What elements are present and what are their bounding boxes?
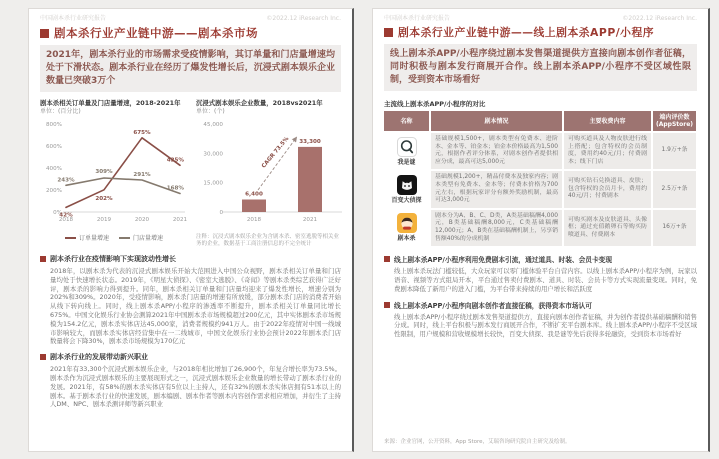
monetization-cell: 可购买剧本及皮肤道具、头像框；通过充值鹅卵石等购买防喷道具、付费剧本 xyxy=(563,209,652,247)
legend-label: 门店量增速 xyxy=(133,235,164,242)
svg-text:425%: 425% xyxy=(166,157,184,164)
svg-text:2018: 2018 xyxy=(246,217,262,223)
header-series-label: 中国剧本杀行业研究报告 xyxy=(40,15,107,22)
cat-detective-app-icon xyxy=(397,175,417,195)
table-header-row xyxy=(384,111,697,132)
legend-label: 订单量增速 xyxy=(78,235,109,242)
table-header-cell: 主要收费内容 xyxy=(563,111,652,132)
svg-text:2018: 2018 xyxy=(58,217,74,223)
source-note: 来源：企业官网，公开资料，App Store，艾瑞咨询研究院自主研究及绘制。 xyxy=(384,439,571,445)
svg-text:2021: 2021 xyxy=(302,217,318,223)
legend-line-swatch xyxy=(65,237,76,239)
svg-text:30,000: 30,000 xyxy=(203,151,223,158)
left-page xyxy=(28,8,354,452)
svg-text:291%: 291% xyxy=(133,172,151,178)
monetization-cell: 可购买钻石兑换道具、皮肤；包含特权的会员月卡，费用约40元/月；付费剧本 xyxy=(563,170,652,208)
line-chart-legend xyxy=(40,233,188,242)
bar-chart-unit: 单位：(个) xyxy=(196,108,225,115)
table-header-cell: 剧本情况 xyxy=(430,111,563,132)
bullet-square-icon xyxy=(40,256,46,262)
svg-text:15,000: 15,000 xyxy=(203,180,223,187)
svg-text:33,300: 33,300 xyxy=(299,138,321,145)
legend-item xyxy=(65,233,109,242)
table-header-cell: 端内评价数 (AppStore) xyxy=(652,111,697,132)
right-page xyxy=(372,8,710,452)
section-heading-1 xyxy=(40,254,341,264)
page-header xyxy=(40,15,341,23)
bullet-square-icon xyxy=(384,256,390,262)
svg-text:45,000: 45,000 xyxy=(203,122,223,128)
svg-text:42%: 42% xyxy=(59,212,73,219)
svg-text:2021: 2021 xyxy=(172,217,188,223)
page-header xyxy=(384,15,697,23)
section-heading-2 xyxy=(384,300,697,310)
table-row xyxy=(384,170,697,208)
header-brand-label: ©2022.12 iResearch Inc. xyxy=(266,15,341,22)
page-subtitle: 线上剧本杀APP/小程序绕过剧本发售渠道提供方直接向剧本创作者征稿，同时积极与剧本发行商展开合作。线上剧本杀APP/小程序不受区域性限制，受到资本市场看好 xyxy=(384,44,697,91)
svg-text:600%: 600% xyxy=(46,144,62,150)
detective-boy-app-icon xyxy=(397,213,417,233)
header-brand-label: ©2022.12 iResearch Inc. xyxy=(622,15,697,22)
app-name-label: 百变大侦探 xyxy=(391,197,422,205)
table-caption: 主流线上剧本杀APP/小程序的对比 xyxy=(384,100,486,108)
app-name-cell xyxy=(384,170,430,208)
svg-text:6,400: 6,400 xyxy=(245,191,263,198)
bullet-square-icon xyxy=(40,354,46,360)
section-paragraph-2: 2021年有33,300个沉浸式剧本娱乐企业，与2018年相比增加了26,900个，年复合增长率为73.5%。剧本杀作为沉浸式剧本娱乐的主要展现形式之一，沉浸式剧本娱乐企业数量的增长带动了剧本杀行业的发展。2021年，有58%的剧本杀实体店有5位以上主持人，还有32%的剧本杀实体店拥有51本以上的剧本。基于剧本杀行业的快速发展，剧本编剧、剧本作者等剧本内容创作需求相应增加，并衍生了主持人DM、NPC、剧本杀测评师等新兴职业 xyxy=(50,365,341,409)
svg-text:400%: 400% xyxy=(46,166,62,172)
title-square-icon xyxy=(40,29,49,38)
svg-text:309%: 309% xyxy=(95,169,113,175)
magnifier-app-icon xyxy=(397,137,417,157)
apps-comparison-table xyxy=(384,111,698,248)
bar-chart-title: 沉浸式剧本娱乐企业数量，2018vs2021年 xyxy=(196,99,323,107)
header-series-label: 中国剧本杀行业研究报告 xyxy=(384,15,451,22)
table-row xyxy=(384,132,697,170)
bar-chart-box xyxy=(196,99,344,248)
svg-text:243%: 243% xyxy=(57,177,75,184)
svg-text:168%: 168% xyxy=(166,185,184,192)
script-info-cell: 基础规模1,500+，剧本类型有免费本、进阶本、金本等、铂金本；铂金本价格最高为1,500元，根据作者评分体系，对剧本创作者提供相应分成，最高可达5,000元 xyxy=(430,132,563,170)
reviews-cell: 16万+条 xyxy=(652,209,697,247)
line-chart-unit: 单位：(百分比) xyxy=(40,108,81,115)
page-title: 剧本杀行业产业链中游——剧本杀市场 xyxy=(54,26,258,40)
svg-text:675%: 675% xyxy=(133,129,151,136)
line-chart-title: 剧本杀相关订单量及门店量增速，2018-2021年 xyxy=(40,99,181,107)
apps-table-body xyxy=(384,132,697,247)
legend-item xyxy=(119,233,163,242)
line-chart-box xyxy=(40,99,188,248)
section-paragraph-2: 线上剧本杀APP/小程序绕过剧本发售渠道提供方，直接向剧本创作者征稿，并为创作者提供基础稿酬和销售分成。同时，线上平台积极与剧本发行商展开合作，不断扩充平台剧本库。线上剧本杀APP/小程序不受区域性限制，用户规模和营收规模增长较快，百变大侦探、我是谜等先后获得多轮融资，受到资本市场看好 xyxy=(394,312,697,339)
section-paragraph-1: 线上剧本杀玩法门槛较低，大众玩家可以零门槛体验平台自营内容。以线上剧本杀APP/小程序为例，玩家以语音、视频等方式组局开本，平台通过售卖付费剧本、道具、时装、会员卡等方式实现流量变现。同时，免费剧本降低了新用户的进入门槛，为平台带来持续的用户增长和活跃度 xyxy=(394,267,697,293)
app-name-label: 我是谜 xyxy=(397,158,416,166)
svg-text:0: 0 xyxy=(219,210,223,216)
svg-text:2020: 2020 xyxy=(134,217,150,223)
title-row xyxy=(384,25,697,40)
title-square-icon xyxy=(384,28,393,37)
script-info-cell: 剧本分为A、B、C、D类，A类基础稿酬4,000元，B类基础稿酬8,000元，C类基础稿酬12,000元；A、B类在基础稿酬机制上，另享销售额40%的分成机制 xyxy=(430,209,563,247)
table-header-cell: 名称 xyxy=(384,111,430,132)
app-name-label: 剧本杀 xyxy=(397,235,416,243)
section-paragraph-1: 2018年，以剧本杀为代表的沉浸式剧本娱乐开始大范围进入中国公众视野，剧本杀相关订单量和门店量均处于快速增长状态。2019年，《明星大侦探》、《密室大逃脱》、《奇闻》等剧本杀类综艺获得广泛好评，剧本杀的影响力得到提升。同年，剧本杀相关订单量和门店量均迎来了爆发性增长，增速分别为202%和309%。2020年，受疫情影响，剧本杀门店量的增速有所放缓，部分剧本杀门店的消费者开始从线下转向线上。同时，线上剧本杀APP/小程序的渗透率不断提升，剧本杀相关订单量同比增长675%。中国文化娱乐行业协会测算2021年中国剧本杀市场规模超过200亿元，其中实体剧本杀市场规模为154.2亿元，剧本杀实体店达45,000家，消费者规模约941万人。由于2022年疫情对中国一线城市影响较大，而剧本杀实体店经营集中在一二线城市，中国文化娱乐行业协会预计2022年剧本杀门店数量将会下降30%，剧本杀市场规模为170亿元 xyxy=(50,267,341,346)
app-name-cell xyxy=(384,209,430,247)
page-title: 剧本杀行业产业链中游——线上剧本杀APP/小程序 xyxy=(398,26,655,39)
bullet-square-icon xyxy=(384,302,390,308)
section-heading-text: 线上剧本杀APP/小程序利用免费剧本引流，通过道具、时装、会员卡变现 xyxy=(394,256,613,265)
section-heading-text: 剧本杀行业在疫情影响下实现波动性增长 xyxy=(50,255,176,263)
legend-line-swatch xyxy=(119,237,130,239)
svg-text:800%: 800% xyxy=(46,122,62,128)
charts-row xyxy=(40,99,341,248)
svg-text:CAGR 73.5%: CAGR 73.5% xyxy=(260,136,291,170)
section-heading-1 xyxy=(384,254,697,264)
app-name-cell xyxy=(384,132,430,170)
monetization-cell: 可购买道具及人物皮肤进行线上搭配；包含特权的会员制度，费用约40元/月；付费剧本；线下门店 xyxy=(563,132,652,170)
svg-text:0%: 0% xyxy=(53,210,62,216)
reviews-cell: 1.9万+条 xyxy=(652,132,697,170)
orders-stores-growth-chart xyxy=(40,116,188,228)
svg-text:202%: 202% xyxy=(95,195,113,202)
script-info-cell: 基础规模1,200+，精品付费本及独家内容；剧本类型有免费本、金本等；付费本价格为700元左右，根据玩家评分有额外奖励机制，最高可达3,000元 xyxy=(430,170,563,208)
immersive-companies-chart xyxy=(196,116,344,228)
svg-text:2019: 2019 xyxy=(96,217,112,223)
title-row xyxy=(40,25,341,41)
reviews-cell: 2.5万+条 xyxy=(652,170,697,208)
section-heading-text: 剧本杀行业的发展带动新兴职业 xyxy=(50,353,148,362)
bar-chart-footnote: 注释：沉浸式剧本娱乐企业为含剧本杀、密室逃脱等相关业务的企业，数据基于工商注册信息的不完全统计 xyxy=(196,234,340,247)
section-heading-text: 线上剧本杀APP/小程序向剧本创作者直接征稿，获得资本市场认可 xyxy=(394,301,592,310)
section-heading-2 xyxy=(40,352,341,362)
page-subtitle: 2021年，剧本杀行业的市场需求受疫情影响，其订单量和门店量增速均处于下滑状态。剧本杀行业在经历了爆发性增长后，沉浸式剧本娱乐企业数量已突破3万个 xyxy=(40,45,341,92)
svg-text:200%: 200% xyxy=(46,188,62,194)
table-row xyxy=(384,209,697,247)
